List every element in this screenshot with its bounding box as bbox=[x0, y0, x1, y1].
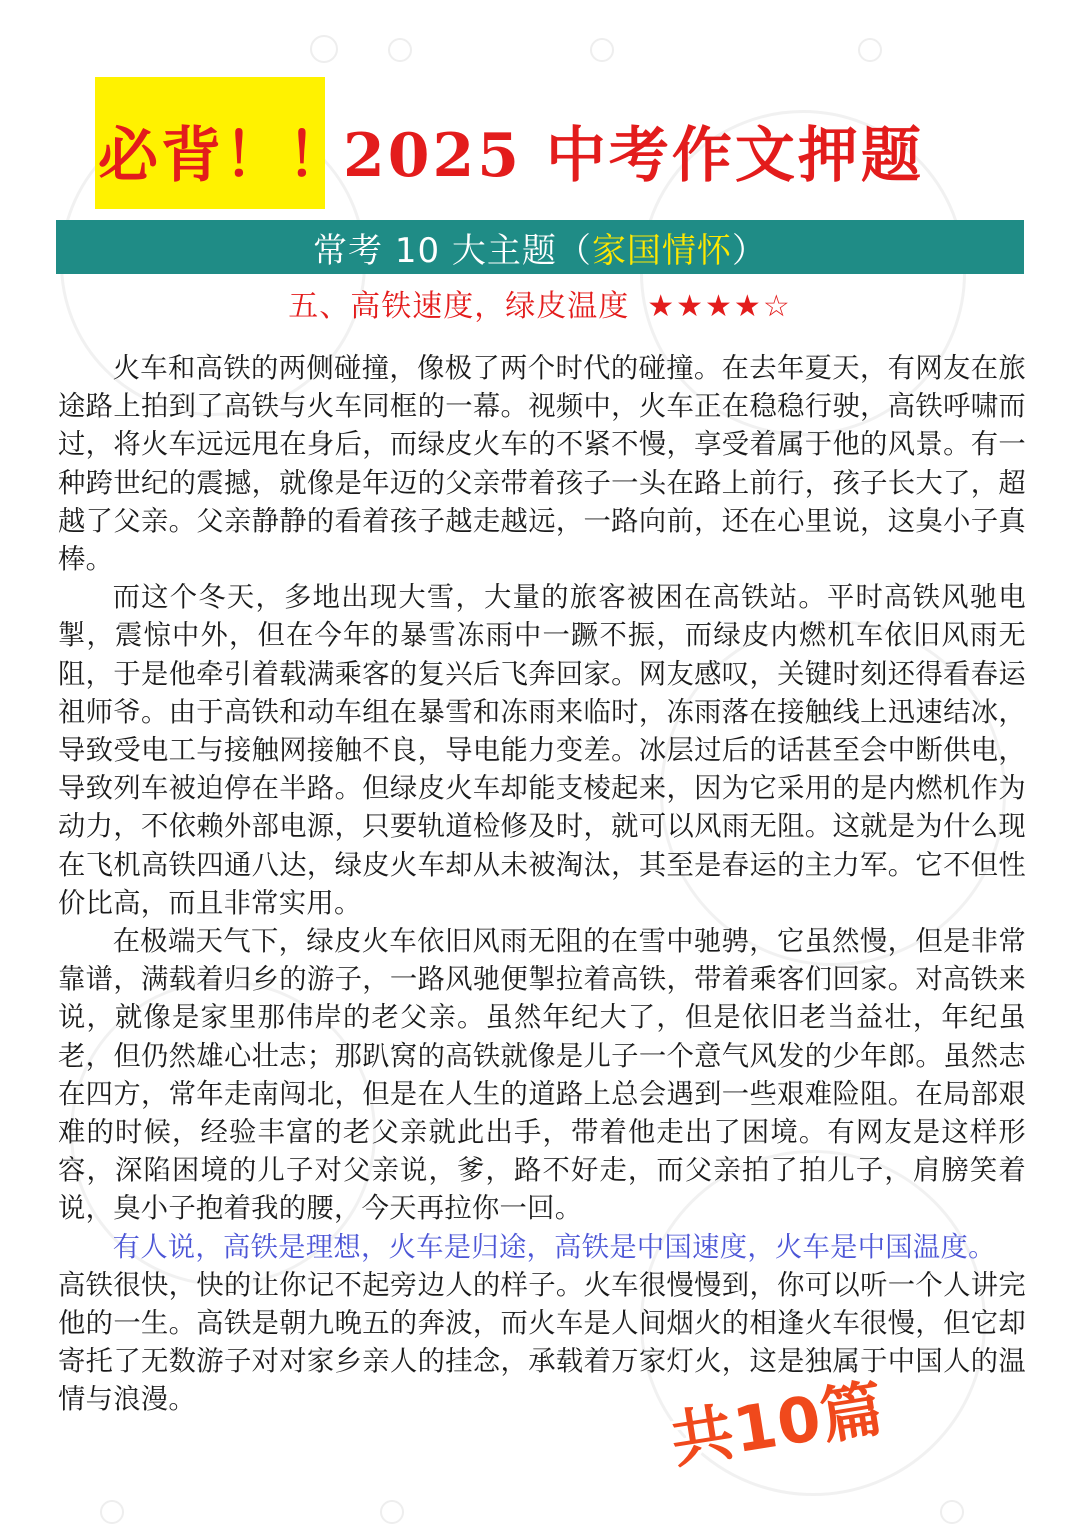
count-stamp: 共10篇 bbox=[666, 1371, 890, 1477]
decorative-circle bbox=[858, 38, 882, 62]
section-heading bbox=[0, 281, 1080, 325]
title-highlight-text: 必背！！ bbox=[98, 121, 350, 191]
essay-quote: 有人说，高铁是理想，火车是归途，高铁是中国速度，火车是中国温度。 bbox=[112, 1231, 996, 1263]
banner-suffix: ） bbox=[731, 230, 767, 271]
decorative-circle bbox=[100, 1500, 124, 1524]
essay-paragraph-2: 而这个冬天，多地出现大雪，大量的旅客被困在高铁站。平时高铁风驰电掣，震惊中外，但在今年的暴雪冻雨中一蹶不振，而绿皮内燃机车依旧风雨无阻，于是他牵引着载满乘客的复兴后飞奔回家。网友感叹，关键时刻还得看春运祖师爷。由于高铁和动车组在暴雪和冻雨来临时，冻雨落在接触线上迅速结冰，导致受电工与接触网接触不良，导电能力变差。冰层过后的话甚至会中断供电，导致列车被迫停在半路。但绿皮火车却能支棱起来，因为它采用的是内燃机作为动力，不依赖外部电源，只要轨道检修及时，就可以风雨无阻。这就是为什么现在飞机高铁四通八达，绿皮火车却从未被淘汰，其至是春运的主力军。它不但性价比高，而且非常实用。 bbox=[58, 582, 1026, 919]
banner-prefix: 常考 10 大主题（ bbox=[313, 230, 592, 271]
essay-paragraph-1: 火车和高铁的两侧碰撞，像极了两个时代的碰撞。在去年夏天，有网友在旅途路上拍到了高铁与火车同框的一幕。视频中，火车正在稳稳行驶，高铁呼啸而过，将火车远远甩在身后，而绿皮火车的不紧不慢，享受着属于他的风景。有一种跨世纪的震撼，就像是年迈的父亲带着孩子一头在路上前行，孩子长大了，超越了父亲。父亲静静的看着孩子越走越远，一路向前，还在心里说，这臭小子真棒。 bbox=[58, 353, 1026, 576]
decorative-circle bbox=[380, 1500, 404, 1524]
essay-paragraph-3: 在极端天气下，绿皮火车依旧风雨无阻的在雪中驰骋，它虽然慢，但是非常靠谱，满载着归乡的游子，一路风驰便掣拉着高铁，带着乘客们回家。对高铁来说，就像是家里那伟岸的老父亲。虽然年纪大了，但是依旧老当益壮，年纪虽老，但仍然雄心壮志；那趴窝的高铁就像是儿子一个意气风发的少年郎。虽然志在四方，常年走南闯北，但是在人生的道路上总会遇到一些艰难险阻。在局部艰难的时候，经验丰富的老父亲就此出手，带着他走出了困境。有网友是这样形容，深陷困境的儿子对父亲说，爹，路不好走，而父亲拍了拍儿子，肩膀笑着说，臭小子抱着我的腰，今天再拉你一回。 bbox=[58, 926, 1026, 1225]
decorative-circle bbox=[590, 38, 614, 62]
banner-highlight: 家国情怀 bbox=[591, 230, 732, 271]
decorative-circle bbox=[940, 1500, 964, 1524]
essay-paragraph-4: 高铁很快，快的让你记不起旁边人的样子。火车很慢慢到，你可以听一个人讲完他的一生。高铁是朝九晚五的奔波，而火车是人间烟火的相逢火车很慢，但它却寄托了无数游子对对家乡亲人的挂念，承载着万家灯火，这是独属于中国人的温情与浪漫。 bbox=[58, 1269, 1026, 1416]
section-title: 五、高铁速度，绿皮温度 bbox=[288, 289, 630, 324]
theme-banner bbox=[56, 220, 1024, 274]
decorative-circle bbox=[388, 38, 412, 62]
title-main-text: 2025 中考作文押题 bbox=[343, 121, 924, 191]
page-title bbox=[98, 108, 1030, 194]
essay-body bbox=[58, 350, 1026, 1420]
star-rating: ★★★★☆ bbox=[647, 289, 792, 324]
decorative-circle bbox=[310, 35, 338, 63]
